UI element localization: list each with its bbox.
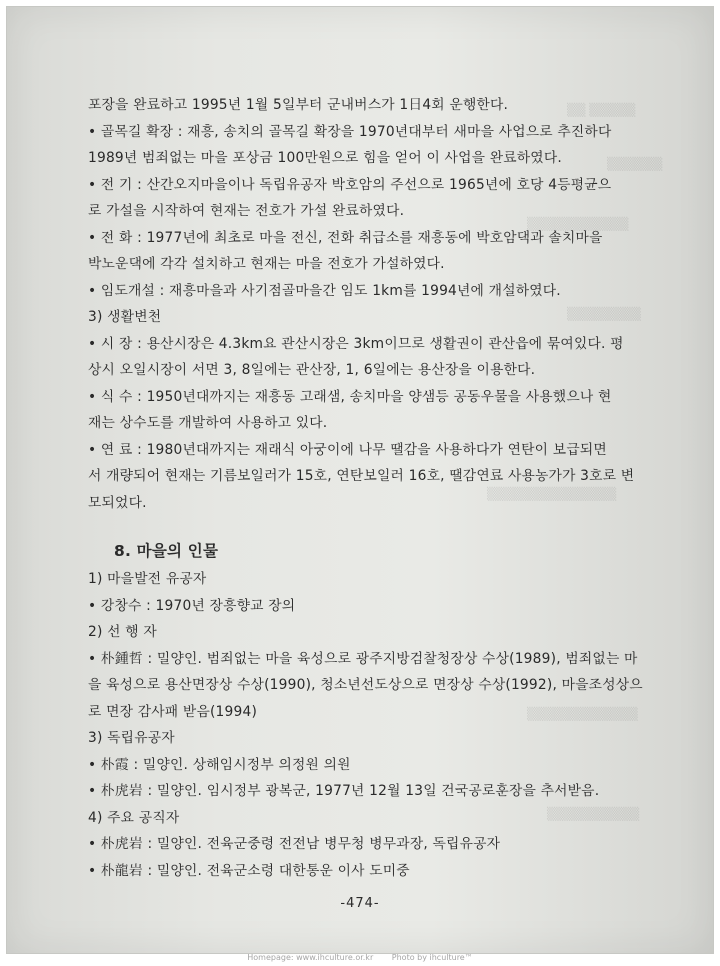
subsection-title: 3) 독립유공자 [88, 730, 175, 746]
person-entry: • 강창수 : 1970년 장흥향교 장의 [88, 597, 296, 614]
text-line: 재는 상수도를 개발하여 사용하고 있다. [88, 415, 328, 431]
text-line: • 전 화 : 1977년에 최초로 마을 전신, 전화 취급소를 재흥동에 박호암댁과 솔치마을 [88, 229, 603, 246]
text-line: 로 가설을 시작하여 현재는 전호가 가설 완료하였다. [88, 203, 405, 219]
subsection-title: 3) 생활변천 [88, 309, 162, 325]
bleed-through-text: ▒▒▒▒▒▒ [607, 157, 663, 171]
text-line: • 식 수 : 1950년대까지는 재흥동 고래샘, 송치마을 양샘등 공동우물을 사용했으나 현 [88, 388, 612, 405]
section-heading: 8. 마을의 인물 [114, 542, 219, 560]
text-line: 1989년 범죄없는 마을 포상금 100만원으로 힘을 얻어 이 사업을 완료하였다. [88, 150, 562, 166]
text-line: 로 면장 감사패 받음(1994) [88, 703, 258, 720]
subsection-title: 2) 선 행 자 [88, 624, 157, 640]
bleed-through-text: ▒▒▒▒▒▒▒▒▒▒▒▒▒▒ [487, 487, 617, 501]
person-entry: • 朴虎岩 : 밀양인. 임시정부 광복군, 1977년 12월 13일 건국공로훈장을 추서받음. [88, 783, 600, 799]
text-line: • 골목길 확장 : 재흥, 송치의 골목길 확장을 1970년대부터 새마을 사업으로 추진하다 [88, 123, 612, 140]
bleed-through-text: ▒▒▒▒▒▒▒▒▒▒▒ [527, 217, 629, 231]
text-line: • 임도개설 : 재흥마을과 사기점골마을간 임도 1km를 1994년에 개설하였다. [88, 282, 561, 299]
page-number: -474- [340, 896, 380, 911]
text-line: 포장을 완료하고 1995년 1월 5일부터 군내버스가 1日4회 운행한다. [88, 97, 509, 113]
homepage-link[interactable]: Homepage: www.ihculture.or.kr [247, 953, 374, 962]
text-line: 박노운댁에 각각 설치하고 현재는 마을 전호가 가설하였다. [88, 256, 445, 272]
subsection-title: 4) 주요 공직자 [88, 809, 180, 826]
bleed-through-text: ▒▒▒▒▒▒▒▒▒▒ [547, 807, 640, 821]
image-footer [0, 953, 720, 962]
person-entry: • 朴霞 : 밀양인. 상해임시정부 의정원 의원 [88, 756, 351, 773]
text-line: 을 육성으로 용산면장상 수상(1990), 청소년선도상으로 면장상 수상(1992), 마을조성상으 [88, 677, 643, 693]
text-line: • 시 장 : 용산시장은 4.3km요 관산시장은 3km이므로 생활권이 관산읍에 묶여있다. 평 [88, 335, 624, 352]
text-line: • 연 료 : 1980년대까지는 재래식 아궁이에 나무 땔감을 사용하다가 연탄이 보급되면 [88, 441, 607, 458]
subsection-title: 1) 마을발전 유공자 [88, 571, 207, 587]
text-line: 상시 오일시장이 서면 3, 8일에는 관산장, 1, 6일에는 용산장을 이용한다. [88, 362, 536, 378]
document-body [88, 92, 648, 884]
text-line: 서 개량되어 현재는 기름보일러가 15호, 연탄보일러 16호, 땔감연료 사용농가가 3호로 변 [88, 468, 635, 484]
text-line: • 전 기 : 산간오지마을이나 독립유공자 박호암의 주선으로 1965년에 호당 4등평균으 [88, 176, 612, 193]
bleed-through-text: ▒▒ ▒▒▒▒▒ [567, 103, 636, 117]
person-entry: • 朴龍岩 : 밀양인. 전육군소령 대한통운 이사 도미중 [88, 862, 410, 879]
photo-credit: Photo by ihculture™ [391, 953, 473, 962]
person-entry: • 朴虎岩 : 밀양인. 전육군중령 전전남 병무청 병무과장, 독립유공자 [88, 836, 501, 852]
text-line: 모되었다. [88, 494, 147, 511]
bleed-through-text: ▒▒▒▒▒▒▒▒ [567, 307, 641, 321]
person-entry: • 朴鍾哲 : 밀양인. 범죄없는 마을 육성으로 광주지방검찰청장상 수상(1989), 범죄없는 마 [88, 650, 638, 667]
bleed-through-text: ▒▒▒▒▒▒▒▒▒▒▒▒ [527, 707, 638, 721]
